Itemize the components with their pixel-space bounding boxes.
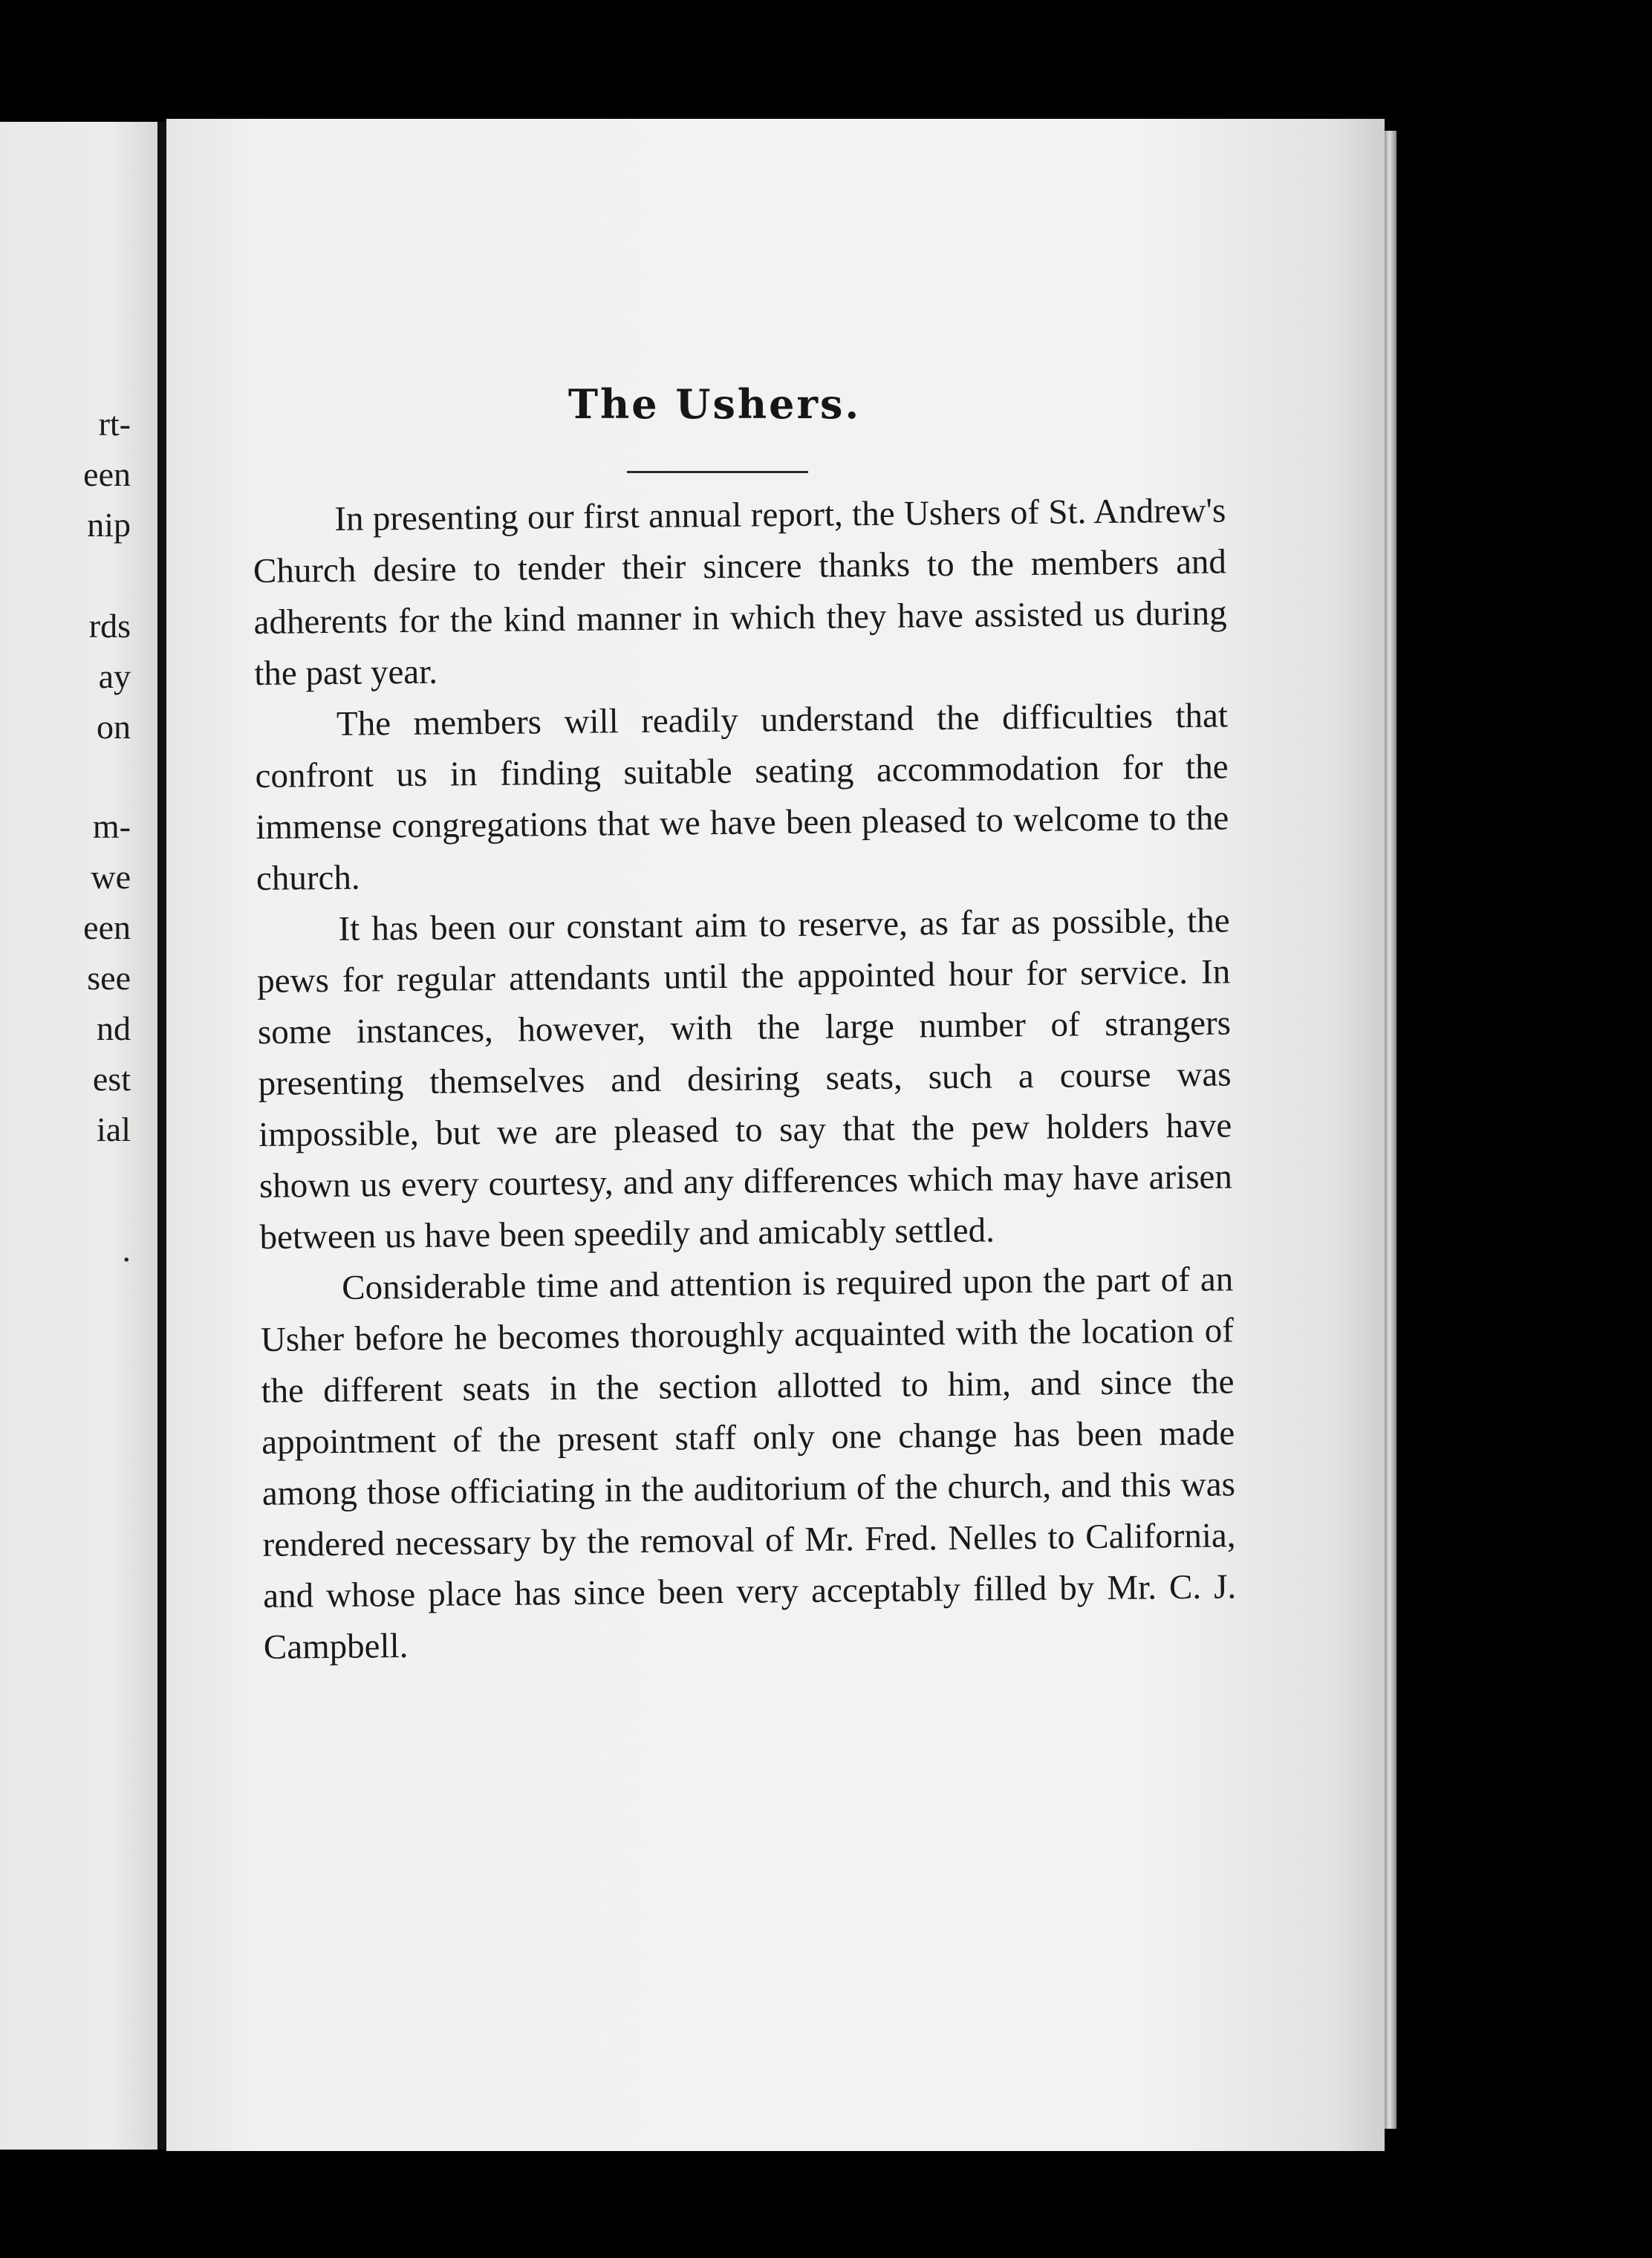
left-page-fragment: een [83,908,131,946]
left-page-fragment: rt- [98,405,131,443]
left-page-fragment: . [122,1231,131,1269]
book-gutter [157,122,166,2150]
left-page-fragment: een [83,455,131,493]
left-page-fragment: ial [97,1110,131,1148]
body-text [253,485,1237,1673]
left-facing-page [0,122,157,2150]
left-page-fragment: see [87,959,131,997]
title-divider [627,471,808,473]
left-page-fragment: nip [87,506,131,544]
paragraph: It has been our constant aim to reserve, as far as possible, the pews for regular attendants until the appointed hour for service. In some instances, however, with the large number of strangers presenting themselves and desiring seats, such a course was impossible, but we are pleased to say that the pew holders have shown us every courtesy, and any differences which may have arisen between us have been speedily and amicably settled. [257,901,1233,1257]
paragraph: Considerable time and attention is required upon the part of an Usher before he becomes thoroughly acquainted with the location of the different seats in the section allotted to him, and since the appointment of the present staff only one change has been made among those officiating in the auditorium of the church, and this was rendered necessary by the removal of Mr. Fred. Nelles to California, and whose place has since been very acceptably filled by Mr. C. J. Campbell. [260,1260,1237,1667]
paragraph: In presenting our first annual report, the Ushers of St. Andrew's Church desire to tender their sincere thanks to the members and adherents for the kind manner in which they have assisted us during the past year. [253,491,1227,693]
left-page-fragment: we [91,858,131,896]
paragraph: The members will readily understand the difficulties that confront us in finding suitable seating accommodation for the immense congregations that we have been pleased to welcome to the church. [255,696,1229,898]
left-page-fragment: m- [92,807,131,845]
document-page [166,119,1385,2151]
left-page-fragment: on [97,708,131,746]
page-title: The Ushers. [568,380,862,428]
left-page-fragment: ay [98,657,131,695]
left-page-fragment: rds [88,607,131,645]
page-edge [1385,131,1396,2129]
left-page-fragment: est [92,1060,131,1098]
left-page-fragment: nd [97,1009,131,1047]
